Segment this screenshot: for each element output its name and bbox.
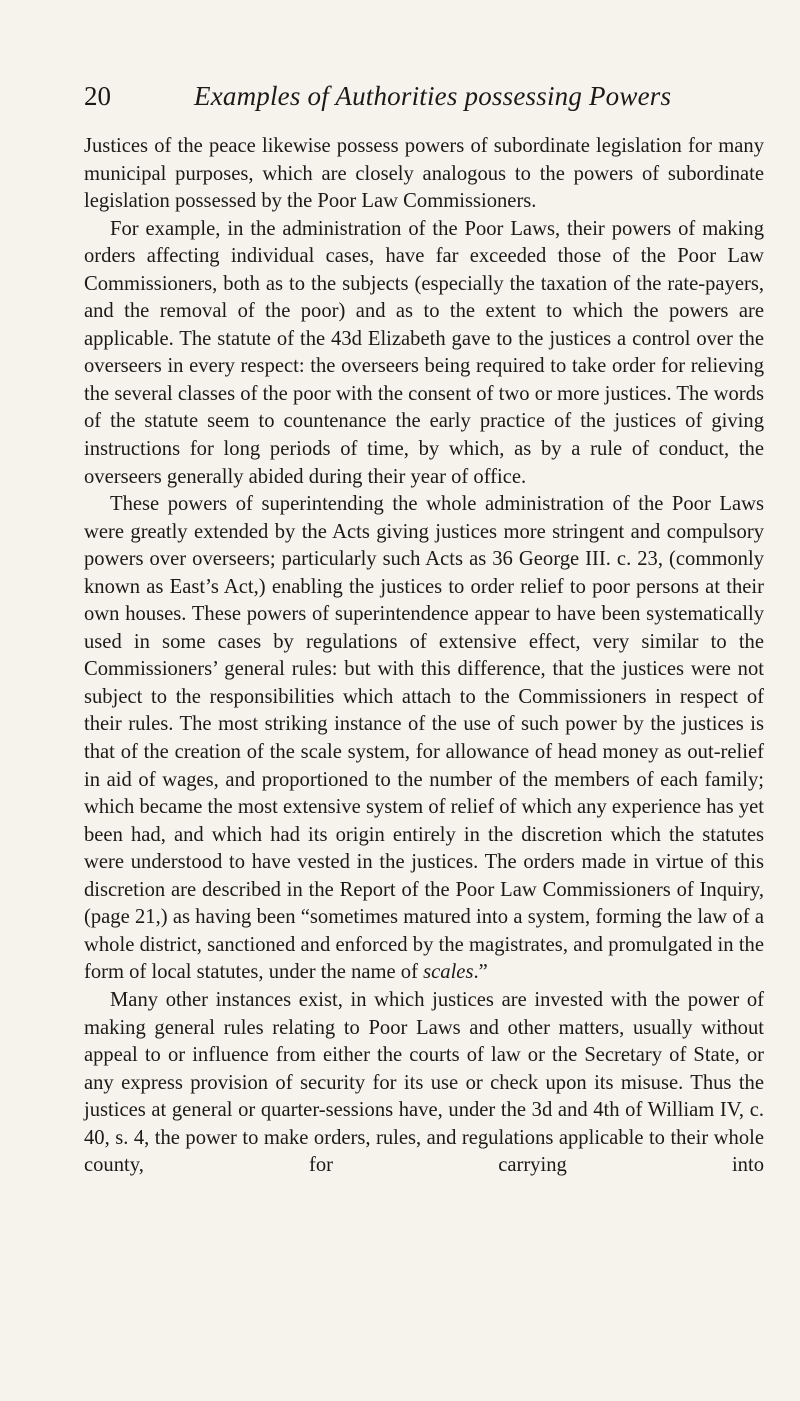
paragraph-1: Justices of the peace likewise possess powers of subordinate legislation for many municipal purposes, which are closely analogous to the powers of subordinate legislation possessed by the Poor Law Commissioners. <box>84 135 764 213</box>
paragraph-3-text: These powers of superintending the whole administration of the Poor Laws were greatly extended by the Acts giving justices more stringent and compulsory powers over overseers; particularly such Acts as 36 George III. c. 23, (commonly known as East’s Act,) enabling the justices to order relief to poor persons at their own houses. These powers of superintendence appear to have been systematically used in some cases by regulations of extensive effect, very similar to the Commissioners’ general rules: but with this difference, that the justices were not subject to the responsibilities which attach to the Commissioners in respect of their rules. The most striking instance of the use of such power by the justices is that of the creation of the scale system, for allowance of head money as out-relief in aid of wages, and proportioned to the number of the members of each family; which became the most extensive system of relief of which any experience has yet been had, and which had its origin entirely in the discretion which the statutes were understood to have vested in the justices. The orders made in virtue of this discretion are described in the Report of the Poor Law Commissioners of Inquiry, (page 21,) as having been “sometimes matured into a system, forming the law of a whole district, sanctioned and enforced by the magistrates, and promulgated in the form of local statutes, under the name of <box>84 493 764 984</box>
page-number: 20 <box>84 81 111 111</box>
body-text <box>84 133 764 1207</box>
paragraph-3-italic-term: scales <box>423 961 474 984</box>
paragraph-4: Many other instances exist, in which justices are invested with the power of making general rules relating to Poor Laws and other matters, usually without appeal to or influence from either the courts of law or the Secretary of State, or any express provision of security for its use or check upon its misuse. Thus the justices at general or quarter-sessions have, under the 3d and 4th of William IV, c. 40, s. 4, the power to make orders, rules, and regulations applicable to their whole county, for carrying into <box>84 988 764 1177</box>
paragraph-3-closing: .” <box>473 961 488 984</box>
paragraph-2: For example, in the administration of the Poor Laws, their powers of making orders affecting individual cases, have far exceeded those of the Poor Law Commissioners, both as to the subjects (especially the taxation of the rate-payers, and the removal of the poor) and as to the extent to which the powers are applicable. The statute of the 43d Elizabeth gave to the justices a control over the overseers in every respect: the overseers being required to take order for relieving the several classes of the poor with the consent of two or more justices. The words of the statute seem to countenance the early practice of the justices of giving instructions for long periods of time, by which, as by a rule of conduct, the overseers generally abided during their year of office. <box>84 217 764 488</box>
page-header <box>84 78 764 118</box>
running-title: Examples of Authorities possessing Powers <box>194 81 672 111</box>
paragraph-3 <box>84 491 764 987</box>
